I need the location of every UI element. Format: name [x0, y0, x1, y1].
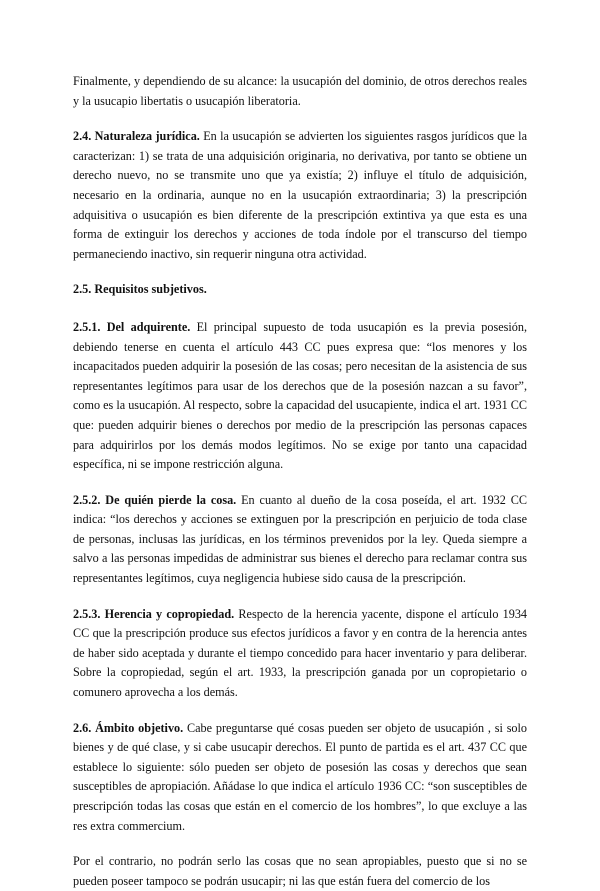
section-de-quien-pierde [73, 491, 527, 589]
paragraph-text: En cuanto al dueño de la cosa poseída, el art. 1932 CC indica: “los derechos y acciones se extinguen por la prescripción en perjuicio de toda clase de personas, inclusas las jurídicas, en los términos prevenidos por la ley. Queda siempre a salvo a las personas impedidas de administrar sus bienes el derecho para reclamar contra sus representantes legítimos, cuya negligencia hubiese sido causa de la prescripción. [73, 492, 527, 586]
paragraph-text: El principal supuesto de toda usucapión es la previa posesión, debiendo tenerse en cuenta el artículo 443 CC pues expresa que: “los menores y los incapacitados pueden adquirir la posesión de las cosas; pero necesitan de la asistencia de sus representantes legítimos para usar de los derechos que de la posesión nazcan a su favor”, como es la usucapión. Al respecto, sobre la capacidad del usucapiente, indica el art. 1931 CC que: pueden adquirir bienes o derechos por medio de la prescripción las personas capaces para adquirirlos por los demás modos legítimos. No se exige por tanto una capacidad específica, ni se impone restricción alguna. [73, 319, 528, 472]
section-heading: 2.5.2. De quién pierde la cosa. [73, 492, 237, 507]
section-requisitos-subjetivos [73, 280, 527, 300]
paragraph-text: Finalmente, y dependiendo de su alcance: la usucapión del dominio, de otros derechos reales y la usucapio libertatis o usucapión liberatoria. [73, 74, 527, 108]
paragraph-text: En la usucapión se advierten los siguientes rasgos jurídicos que la caracterizan: 1) se trata de una adquisición originaria, no derivativa, por tanto se obtiene un derecho nuevo, no se transmite uno que ya existía; 2) influye el título de adquisición, necesario en la ordinaria, aunque no en la usucapión extraordinaria; 3) la prescripción adquisitiva o usucapión es bien diferente de la prescripción extintiva ya que esta es una forma de extinguir los derechos y acciones de toda índole por el transcurso del tiempo permaneciendo inactivo, sin requerir ninguna otra actividad. [73, 129, 527, 261]
section-heading: 2.4. Naturaleza jurídica. [73, 129, 200, 144]
paragraph-text: Respecto de la herencia yacente, dispone el artículo 1934 CC que la prescripción produce sus efectos jurídicos a favor y en contra de la herencia antes de haber sido aceptada y durante el tiempo concedido para hacer inventario y para deliberar. Sobre la copropiedad, según el art. 1933, la prescripción ganada por un copropietario o comunero aprovecha a los demás. [73, 606, 528, 700]
section-naturaleza-juridica [73, 127, 527, 264]
paragraph-text: Por el contrario, no podrán serlo las cosas que no sean apropiables, puesto que si no se pueden poseer tampoco se podrán usucapir; ni las que están fuera del comercio de los [73, 854, 527, 888]
paragraph-alcance [73, 72, 527, 111]
paragraph-por-el-contrario [73, 852, 527, 891]
section-herencia-copropiedad [73, 605, 527, 703]
paragraph-text: Cabe preguntarse qué cosas pueden ser objeto de usucapión , si solo bienes y de qué clase, y si cabe usucapir derechos. El punto de partida es el art. 437 CC que establece lo siguiente: sólo pueden ser objeto de posesión las cosas y derechos que sean susceptibles de apropiación. Añádase lo que indica el artículo 1936 CC: “son susceptibles de prescripción todas las cosas que están en el comercio de los hombres”, lo que excluye a las res extra commercium. [73, 720, 528, 833]
section-heading: 2.6. Ámbito objetivo. [73, 720, 184, 735]
section-heading: 2.5.3. Herencia y copropiedad. [73, 606, 235, 621]
section-ambito-objetivo [73, 719, 527, 837]
section-del-adquirente [73, 318, 527, 475]
section-heading: 2.5. Requisitos subjetivos. [73, 282, 207, 297]
section-heading: 2.5.1. Del adquirente. [73, 319, 191, 334]
